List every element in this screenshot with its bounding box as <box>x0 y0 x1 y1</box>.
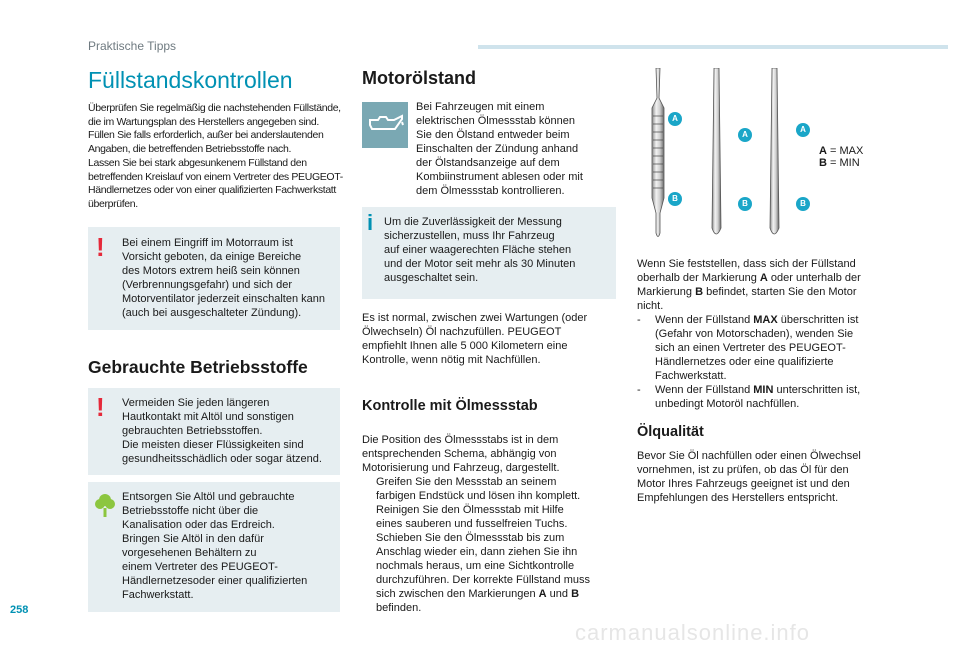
info-line: und der Motor seit mehr als 30 Minuten <box>384 258 576 270</box>
text-line: Bei Fahrzeugen mit einem <box>416 101 545 113</box>
case-line: Fachwerkstatt. <box>655 370 727 382</box>
section-title-oil-quality: Ölqualität <box>637 424 704 440</box>
intro-line: Händlernetzes oder von einer qualifizierten Fachwerkstatt <box>88 184 336 197</box>
info-text <box>384 215 614 285</box>
warning-line: Vermeiden Sie jeden längeren <box>122 397 270 409</box>
text-line: elektrischen Ölmessstab können <box>416 115 575 127</box>
warning-line: des Motors extrem heiß sein können <box>122 265 300 277</box>
warning-text <box>122 236 340 320</box>
case-item-max <box>637 313 889 383</box>
environment-text <box>122 490 340 602</box>
legend-max: A = MAX <box>819 145 864 157</box>
case-line: unbedingt Motoröl nachfüllen. <box>655 398 800 410</box>
case-line: sich an einen Vertreter des PEUGEOT- <box>655 342 846 354</box>
warning-text <box>122 396 340 466</box>
step-line: eines sauberen und fusselfreien Tuchs. <box>376 518 568 530</box>
dipstick-instructions <box>362 433 624 615</box>
step-line: durchzuführen. Der korrekte Füllstand muss <box>376 574 590 586</box>
eco-line: Entsorgen Sie Altöl und gebrauchte <box>122 491 295 503</box>
page-number: 258 <box>10 604 29 616</box>
environment-box <box>88 482 340 612</box>
text-line: Motor Ihres Fahrzeugs geeignet ist und den <box>637 478 850 490</box>
step-line: Reinigen Sie den Ölmessstab mit Hilfe <box>376 504 564 516</box>
eco-line: Bringen Sie Altöl in den dafür <box>122 533 264 545</box>
marker-b: B <box>796 197 810 211</box>
step-line: Schieben Sie den Ölmessstab bis zum <box>376 532 565 544</box>
text-line: Markierung B befindet, starten Sie den Motor <box>637 286 857 298</box>
marker-b: B <box>738 197 752 211</box>
text-line: Motorisierung und Fahrzeug, dargestellt. <box>362 462 560 474</box>
info-line: auf einer waagerechten Fläche stehen <box>384 244 572 256</box>
oil-quality-text <box>637 449 899 505</box>
text-line: entsprechenden Schema, abhängig von <box>362 448 557 460</box>
eco-line: einem Vertreter des PEUGEOT- <box>122 561 278 573</box>
info-line: ausgeschaltet sein. <box>384 272 479 284</box>
warning-line: Vorsicht geboten, da einige Bereiche <box>122 251 302 263</box>
intro-line: überprüfen. <box>88 197 138 210</box>
eco-line: Fachwerkstatt. <box>122 589 194 601</box>
tree-icon <box>94 492 116 523</box>
text-line: oberhalb der Markierung A oder unterhalb der <box>637 272 861 284</box>
intro-paragraph <box>88 102 350 212</box>
text-line: nicht. <box>637 300 664 312</box>
intro-line: die im Wartungsplan des Herstellers angegeben sind. <box>88 115 319 128</box>
warning-line: (auch bei ausgeschalteter Zündung). <box>122 307 302 319</box>
warning-line: Bei einem Eingriff im Motorraum ist <box>122 237 293 249</box>
section-title-oil-level: Motorölstand <box>362 68 476 88</box>
info-line: Um die Zuverlässigkeit der Messung <box>384 216 562 228</box>
warning-box-engine <box>88 227 340 330</box>
intro-line: Füllen Sie falls erforderlich, außer bei anderslautenden <box>88 129 324 142</box>
step-line: Greifen Sie den Messstab an seinem <box>376 476 557 488</box>
section-title-dipstick: Kontrolle mit Ölmessstab <box>362 398 538 414</box>
warning-line: gesundheitsschädlich oder sogar ätzend. <box>122 453 322 465</box>
section-title-used-fluids: Gebrauchte Betriebsstoffe <box>88 357 308 377</box>
text-line: Sie den Ölstand entweder beim <box>416 129 570 141</box>
marker-a: A <box>738 128 752 142</box>
warning-icon: ! <box>96 232 105 262</box>
step-line: nochmals heraus, um eine Sichtkontrolle <box>376 560 575 572</box>
warning-line: Motorventilator jederzeit einschalten kann <box>122 293 326 305</box>
eco-line: Händlernetzesoder einer qualifizierten <box>122 575 308 587</box>
level-cases-list <box>637 313 889 411</box>
text-line: vornehmen, ist zu prüfen, ob das Öl für den <box>637 464 849 476</box>
warning-line: Hautkontakt mit Altöl und sonstigen <box>122 411 294 423</box>
legend <box>819 145 863 169</box>
step-item <box>362 531 624 615</box>
warning-box-skin-contact <box>88 388 340 475</box>
text-line: empfiehlt Ihnen alle 5 000 Kilometern eine <box>362 340 568 352</box>
section-header: Praktische Tipps <box>88 39 177 53</box>
text-line: Bevor Sie Öl nachfüllen oder einen Ölwechsel <box>637 450 861 462</box>
case-line: Wenn der Füllstand MAX überschritten ist <box>655 314 859 326</box>
step-item <box>362 475 624 503</box>
info-box-measurement <box>362 207 616 299</box>
text-line: dem Ölmessstab kontrollieren. <box>416 185 565 197</box>
info-line: sicherzustellen, muss Ihr Fahrzeug <box>384 230 555 242</box>
text-line: Die Position des Ölmessstabs ist in dem <box>362 434 559 446</box>
marker-a: A <box>796 123 810 137</box>
text-line: Wenn Sie feststellen, dass sich der Füllstand <box>637 258 856 270</box>
level-check-text <box>637 257 889 411</box>
text-line: der Ölstandsanzeige auf dem <box>416 157 560 169</box>
legend-min: B = MIN <box>819 157 860 169</box>
dash-mark: - <box>637 384 641 396</box>
warning-icon: ! <box>96 392 105 422</box>
electric-dipstick-text <box>416 100 616 198</box>
eco-line: Kanalisation oder das Erdreich. <box>122 519 275 531</box>
text-line: Empfehlungen des Herstellers entspricht. <box>637 492 839 504</box>
marker-a: A <box>668 112 682 126</box>
info-icon: i <box>367 210 374 235</box>
dash-mark: - <box>637 314 641 326</box>
step-line: Anschlag wieder ein, dann ziehen Sie ihn <box>376 546 578 558</box>
case-item-min <box>637 383 889 411</box>
text-line: Kontrolle, wenn nötig mit Nachfüllen. <box>362 354 541 366</box>
warning-line: Die meisten dieser Flüssigkeiten sind <box>122 439 304 451</box>
case-line: Händlernetzes oder eine qualifizierte <box>655 356 834 368</box>
intro-line: betreffenden Kreislauf von einem Vertreter des PEUGEOT- <box>88 170 343 183</box>
text-line: Es ist normal, zwischen zwei Wartungen (oder <box>362 312 588 324</box>
dipstick-illustration <box>636 68 866 246</box>
oil-can-icon <box>362 102 408 148</box>
text-line: Einschalten der Zündung anhand <box>416 143 579 155</box>
watermark: carmanualsonline.info <box>575 620 811 645</box>
eco-line: vorgesehenen Behältern zu <box>122 547 257 559</box>
warning-line: gebrauchten Betriebsstoffen. <box>122 425 263 437</box>
page-title: Füllstandskontrollen <box>88 67 293 93</box>
case-line: (Gefahr von Motorschaden), wenden Sie <box>655 328 854 340</box>
step-item <box>362 503 624 531</box>
steps-list <box>362 475 624 615</box>
step-line: farbigen Endstück und lösen ihn komplett. <box>376 490 581 502</box>
text-line: Kombiinstrument ablesen oder mit <box>416 171 583 183</box>
step-line: befinden. <box>376 602 422 614</box>
text-line: Ölwechseln) Öl nachzufüllen. PEUGEOT <box>362 326 562 338</box>
normal-consumption-text <box>362 311 622 367</box>
case-line: Wenn der Füllstand MIN unterschritten ist, <box>655 384 861 396</box>
header-bar <box>478 45 948 49</box>
warning-line: (Verbrennungsgefahr) und sich der <box>122 279 292 291</box>
intro-line: Angaben, die betreffenden Betriebsstoffe nach. <box>88 143 292 156</box>
step-line: sich zwischen den Markierungen A und B <box>376 588 580 600</box>
marker-b: B <box>668 192 682 206</box>
intro-line: Überprüfen Sie regelmäßig die nachstehenden Füllstände, <box>88 102 341 114</box>
eco-line: Betriebsstoffe nicht über die <box>122 505 259 517</box>
intro-line: Lassen Sie bei stark abgesunkenem Füllstand den <box>88 156 307 169</box>
